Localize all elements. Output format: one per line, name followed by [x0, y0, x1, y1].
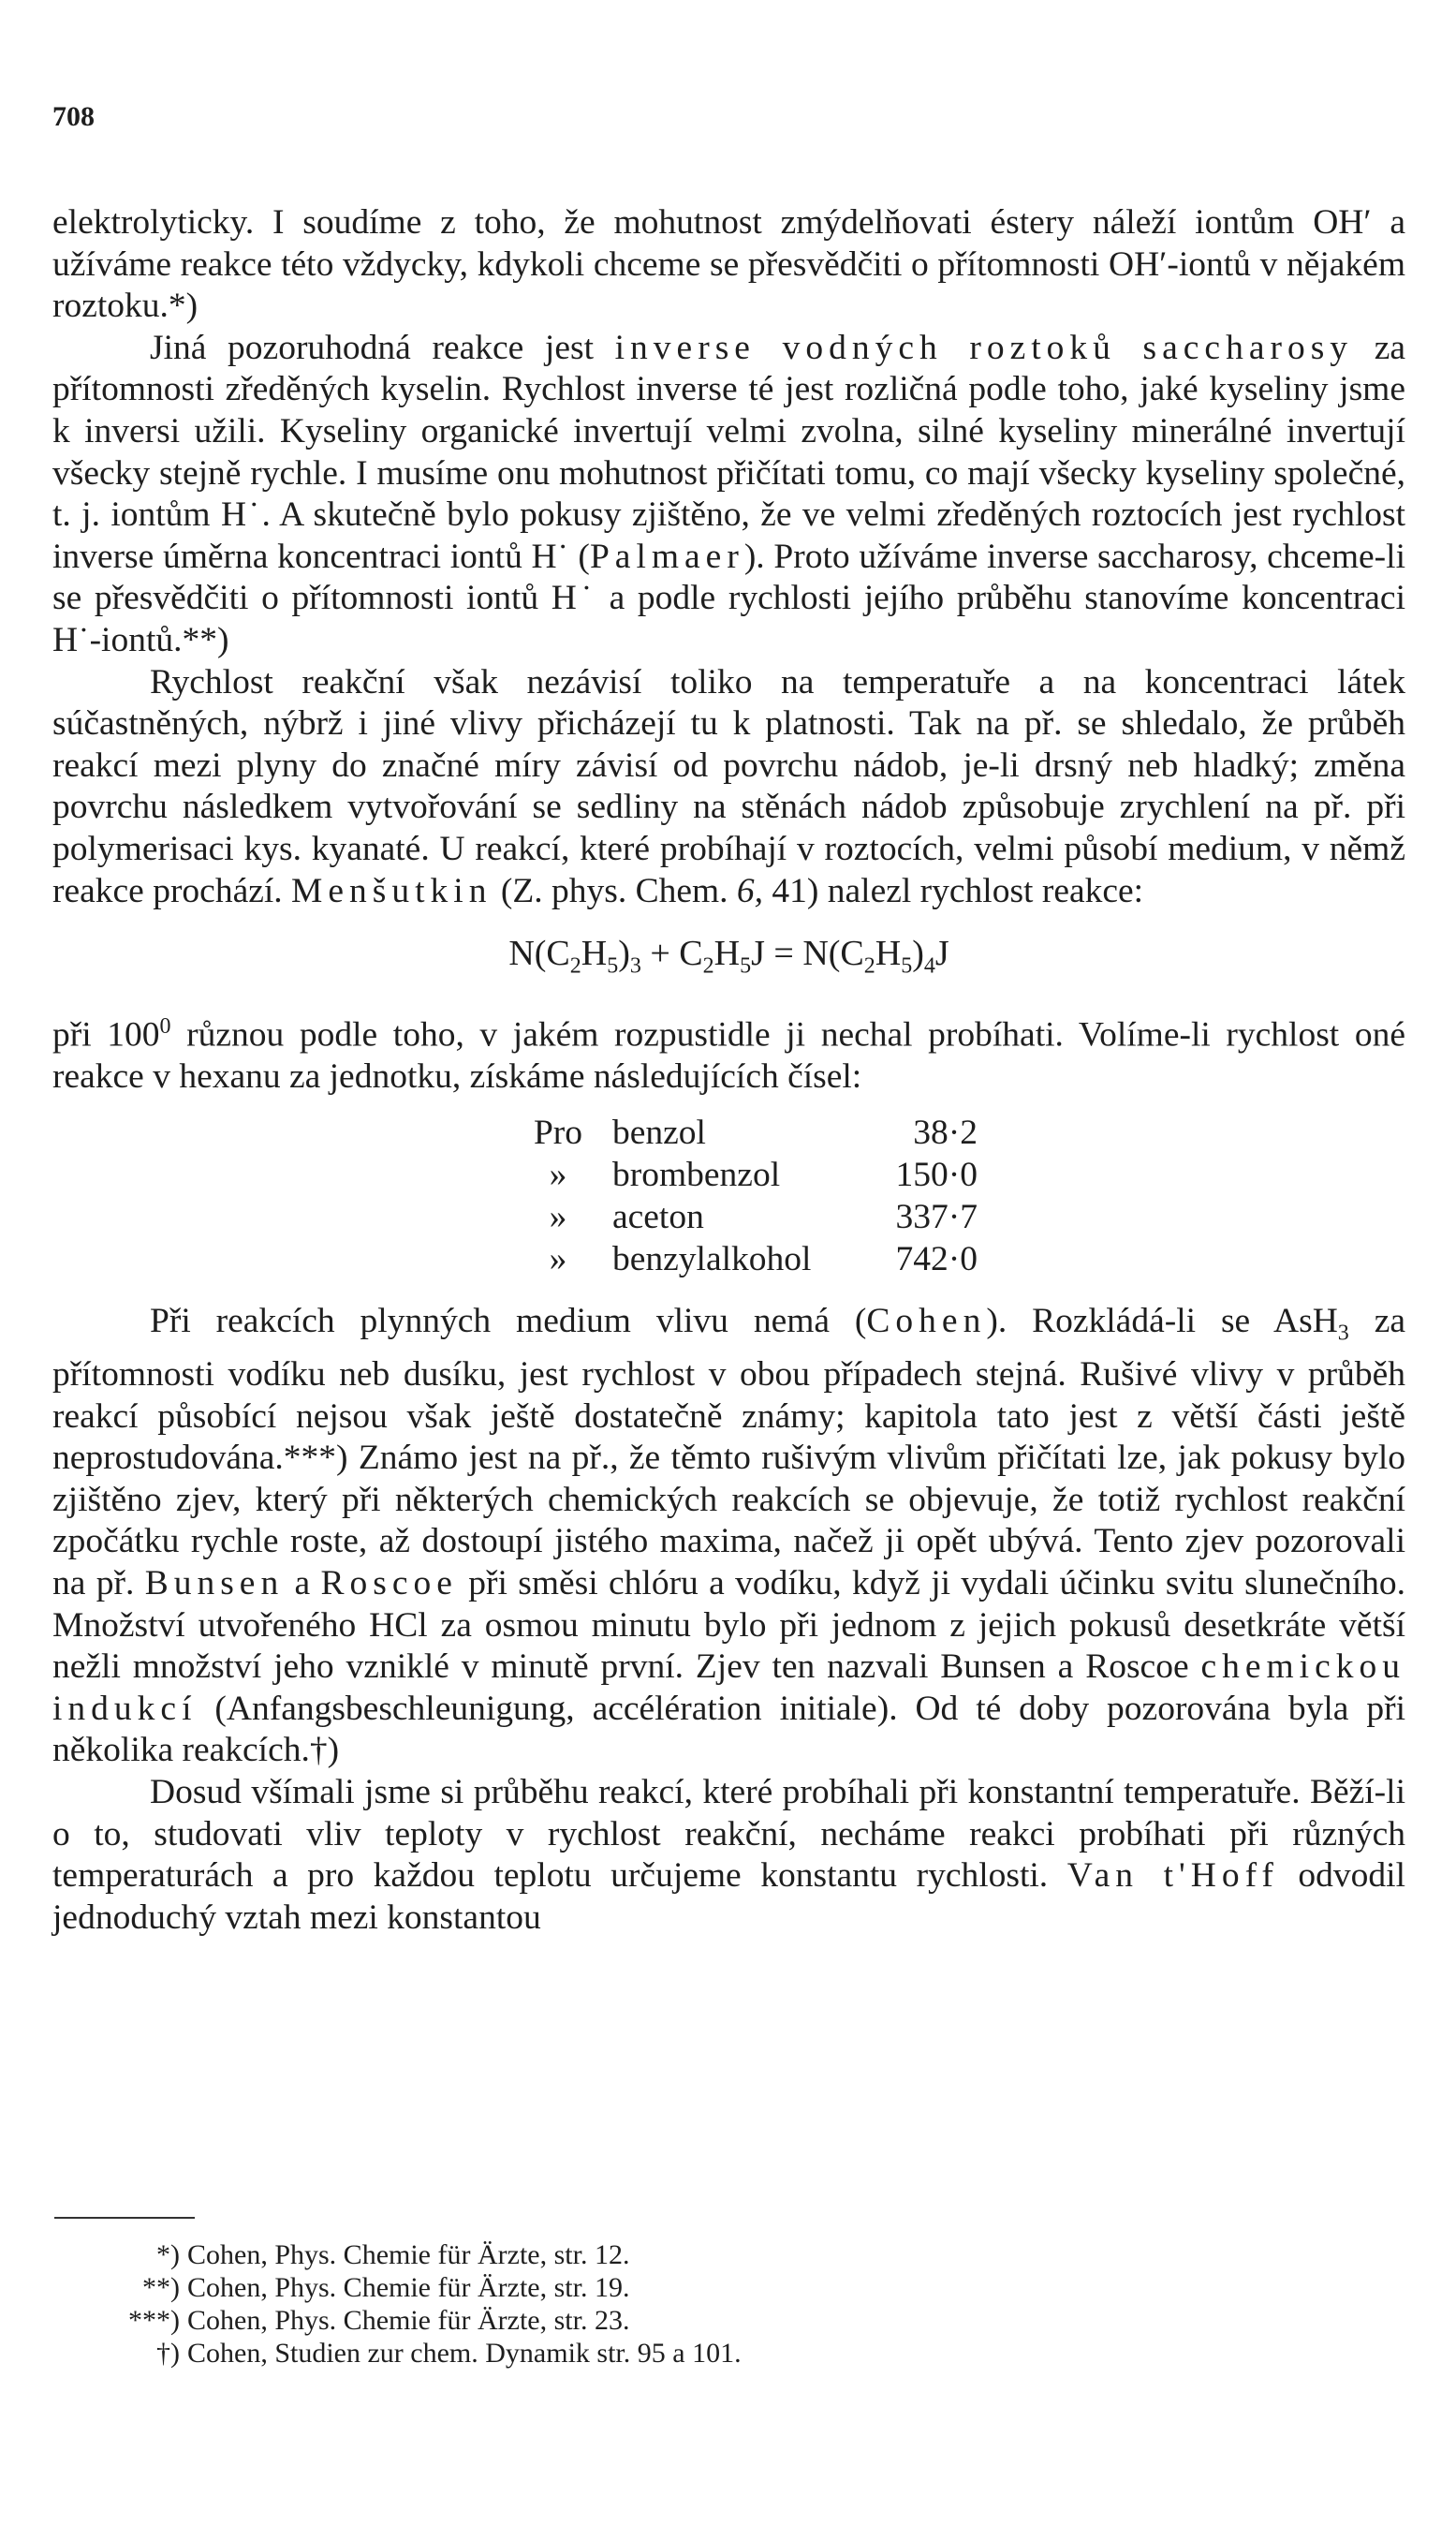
paragraph-6: Dosud všímali jsme si průběhu reakcí, které probíhali při konstantní temperatuře. Běží-li o to, studovati vliv teploty v rychlost reakční, necháme reakci probíhati při různých temperaturách a pro každou teplotu určujeme konstantu rychlosti. Van t'Hoff odvodil jednoduchý vztah mezi konstantou — [52, 1773, 1405, 1937]
table-row: » brombenzol 150·0 — [549, 1155, 978, 1194]
table-row: Pro benzol 38·2 — [533, 1113, 978, 1152]
footnote-divider — [54, 2217, 195, 2219]
table-row: » aceton 337·7 — [549, 1197, 978, 1236]
author-palmaer: Palmaer — [589, 537, 744, 576]
footnote: †) Cohen, Studien zur chem. Dynamik str. 95 a 101. — [156, 2338, 742, 2369]
solvent-rate-table — [511, 1112, 978, 1280]
author-roscoe: Roscoe — [320, 1564, 458, 1603]
author-vant-hoff: Van t'Hoff — [1066, 1856, 1279, 1896]
paragraph-3: Rychlost reakční však nezávisí toliko na temperatuře a na koncentraci látek súčastněných, nýbrž i jiné vlivy přicházejí tu k platnosti. Tak na př. se shledalo, že průběh reakcí mezi plyny do značné míry závisí od povrchu nádob, je-li drsný neb hladký; změna povrchu následkem vytvořování se sedliny na stěnách nádob způsobuje zrychlení na př. při polymerisaci kys. kyanaté. U reakcí, které probíhají v roztocích, velmi působí medium, v němž reakce prochází. Menšutkin (Z. phys. Chem. 6, 41) nalezl rychlost reakce: — [52, 662, 1405, 910]
table-row: » benzylalkohol 742·0 — [549, 1239, 978, 1278]
author-bunsen: Bunsen — [144, 1564, 285, 1603]
footnote: **) Cohen, Phys. Chemie für Ärzte, str. 19. — [142, 2272, 630, 2303]
author-mensutkin: Menšutkin — [291, 871, 493, 910]
footnote: ***) Cohen, Phys. Chemie für Ärzte, str. 23. — [128, 2305, 630, 2336]
page-number: 708 — [52, 101, 95, 132]
paragraph-4: při $100^0$ různou podle toho, v jakém rozpustidle ji nechal probíhati. Volíme-li rychlost oné reakce v hexanu za jednotku, získáme následujících čísel: — [52, 1014, 1405, 1097]
paragraph-1: elektrolyticky. I soudíme z toho, že mohutnost zmýdelňovati éstery náleží iontům OH′ a užíváme reakce této vždycky, kdykoli chceme se přesvědčiti o přítomnosti OH′-iontů v nějakém roztoku.*) — [52, 203, 1405, 326]
paragraph-2: Jiná pozoruhodná reakce jest inverse vodných roztoků saccharosy za přítomnosti zředěných kyselin. Rychlost inverse té jest rozličná podle toho, jaké kyseliny jsme k inversi užili. Kyseliny organické invertují velmi zvolna, silné kyseliny minerálné invertují všecky stejně rychle. I musíme onu mohutnost přičítati tomu, co mají všecky kyseliny společné, t. j. iontům H˙. A skutečně bylo pokusy zjištěno, že ve velmi zředěných roztocích jest rychlost inverse úměrna koncentraci iontů H˙ (Palmaer). Proto užíváme inverse saccharosy, chceme-li se přesvědčiti o přítomnosti iontů H˙ a podle rychlosti jejího průběhu stanovíme koncentraci H˙-iontů.**) — [52, 328, 1406, 659]
author-cohen: Cohen — [866, 1301, 987, 1340]
footnotes — [94, 2238, 742, 2370]
reaction-formula: $N(C_2H_5)_3 + C_2H_5J = N(C_2H_5)_4J$ — [508, 934, 949, 979]
paragraph-5: Při reakcích plynných medium vlivu nemá (Cohen). Rozkládá-li se AsH$_3$ za přítomnosti vodíku neb dusíku, jest rychlost v obou případech stejná. Rušivé vlivy v průběh reakcí působící nejsou však ještě dostatečně známy; kapitola tato jest z větší části ještě neprostudována.***) Známo jest na př., že těmto rušivým vlivům přičítati lze, jak pokusy bylo zjištěno zjev, který při některých chemických reakcích se objevuje, že totiž rychlost reakční zpočátku rychle roste, až dostoupí jistého maxima, načež ji opět ubývá. Tento zjev pozorovali na př. Bunsen a Roscoe při směsi chlóru a vodíku, když ji vydali účinku svitu slunečního. Množství utvořeného HCl za osmou minutu bylo při jednom z jejich pokusů desetkráte větší nežli množství jeho vzniklé v minutě první. Zjev ten nazvali Bunsen a Roscoe chemickou indukcí (Anfangsbeschleunigung, accélération initiale). Od té doby pozorována byla při několika reakcích.†) — [52, 1301, 1405, 1770]
emphasis-chemical-induction: chemickou indukcí — [52, 1647, 1405, 1728]
footnote: *) Cohen, Phys. Chemie für Ärzte, str. 12. — [156, 2239, 630, 2270]
main-text — [52, 202, 1405, 1939]
emphasis-inverse: inverse vodných roztoků saccharosy — [614, 328, 1354, 367]
